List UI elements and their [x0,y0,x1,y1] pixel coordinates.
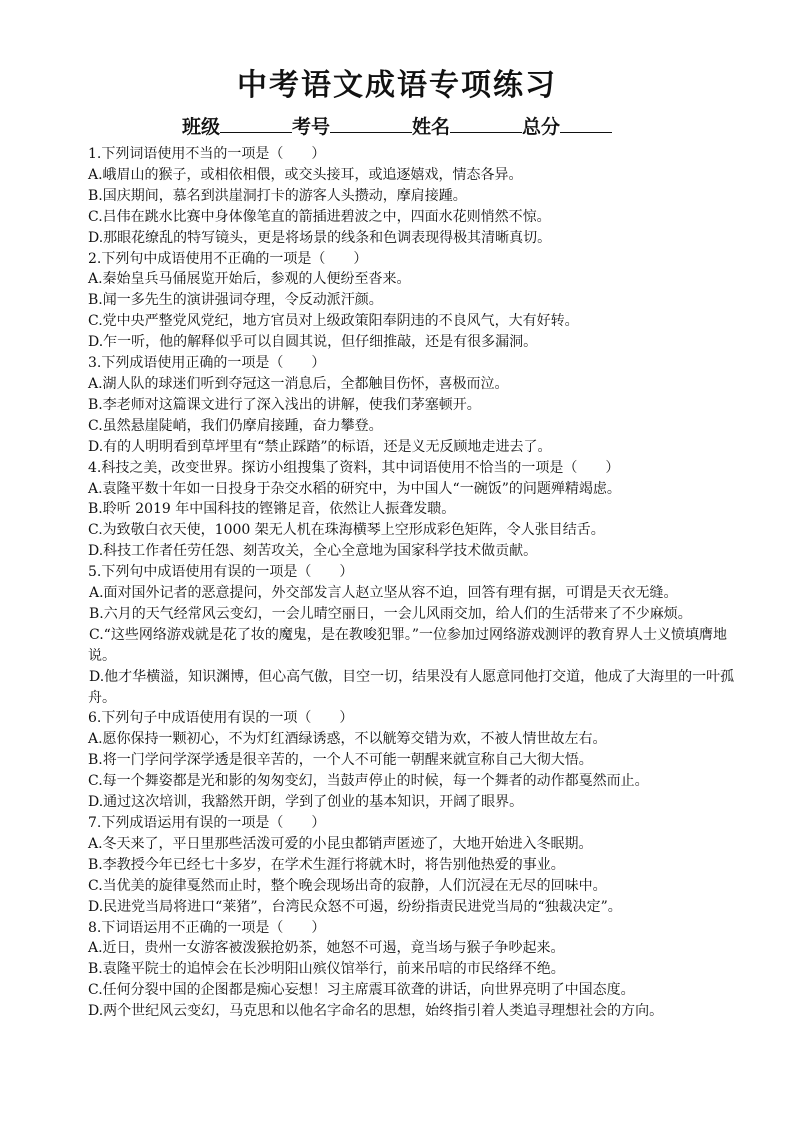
option: B.六月的天气经常风云变幻，一会儿晴空丽日，一会儿风雨交加，给人们的生活带来了不少麻烦。 [89,605,692,622]
question [88,144,738,249]
question-stem: 6.下列句子中成语使用有误的一项（ ） [88,710,354,727]
class-blank [220,114,292,133]
option: B.将一门学问学深学透是很辛苦的，一个人不可能一朝醒来就宣称自己大彻大悟。 [88,752,593,769]
question-stem: 2.下列句中成语使用不正确的一项是（ ） [88,250,368,267]
question [88,562,738,708]
option: A.湖人队的球迷们听到夺冠这一消息后，全都触目伤怀，喜极而泣。 [88,375,509,392]
question [88,458,738,563]
question [88,918,738,1023]
option: B.袁隆平院士的追悼会在长沙明阳山殡仪馆举行，前来吊唁的市民络绎不绝。 [88,961,565,978]
option: C.党中央严整党风党纪，地方官员对上级政策阳奉阴违的不良风气，大有好转。 [88,313,579,330]
question-stem: 5.下列句中成语使用有误的一项是（ ） [88,564,354,581]
page-title: 中考语文成语专项练习 [237,68,557,103]
question [88,813,738,918]
option: A.近日，贵州一女游客被泼猴抢奶茶，她怒不可遏，竟当场与猴子争吵起来。 [88,940,565,957]
question-stem: 1.下列词语使用不当的一项是（ ） [88,146,326,162]
option: B.李老师对这篇课文进行了深入浅出的讲解，使我们茅塞顿开。 [88,396,481,413]
question-stem: 4.科技之美，改变世界。探访小组搜集了资料，其中词语使用不恰当的一项是（ ） [88,459,620,476]
option: A.面对国外记者的恶意提问，外交部发言人赵立坚从容不迫，回答有理有据，可谓是天衣无缝。 [89,585,678,602]
student-info-line [0,112,794,139]
option: D.有的人明明看到草坪里有“禁止踩踏”的标语，还是义无反顾地走进去了。 [88,438,552,455]
option: D.那眼花缭乱的特写镜头，更是将场景的线条和色调表现得极其清晰真切。 [88,229,552,246]
name-blank [450,114,522,133]
option: D.民进党当局将进口“莱猪”，台湾民众怒不可遏，纷纷指责民进党当局的“独裁决定”。 [88,898,622,915]
option: A.冬天来了，平日里那些活泼可爱的小昆虫都销声匿迹了，大地开始进入冬眠期。 [88,835,593,852]
question-stem: 7.下列成语运用有误的一项是（ ） [88,815,326,831]
question-stem: 3.下列成语使用正确的一项是（ ） [88,355,326,372]
score-blank [560,114,612,133]
option: A.愿你保持一颗初心，不为灯红酒绿诱惑，不以觥筹交错为欢，不被人情世故左右。 [88,731,607,748]
option: B.国庆期间，慕名到洪崖洞打卡的游客人头攒动，摩肩接踵。 [88,187,467,204]
option: C.当优美的旋律戛然而止时，整个晚会现场出奇的寂静，人们沉浸在无尽的回味中。 [88,877,607,894]
option: D.两个世纪风云变幻，马克思和以他名字命名的思想，始终指引着人类追寻理想社会的方向。 [88,1003,664,1020]
exam-no-blank [330,114,412,133]
option: A.秦始皇兵马俑展览开始后，参观的人便纷至沓来。 [88,271,411,288]
exam-no-label: 考号 [291,116,330,138]
option: C.每一个舞姿都是光和影的匆匆变幻，当鼓声停止的时候，每一个舞者的动作都戛然而止。 [88,773,649,790]
question [88,249,738,354]
option: C.吕伟在跳水比赛中身体像笔直的箭插进碧波之中，四面水花则悄然不惊。 [88,208,551,225]
option: D.他才华横溢，知识渊博，但心高气傲，目空一切，结果没有人愿意同他打交道，他成了大海里的一叶孤舟。 [88,668,735,706]
option: B.闻一多先生的演讲强词夺理，令反动派汗颜。 [88,292,383,309]
option: B.李教授今年已经七十多岁，在学术生涯行将就木时，将告别他热爱的事业。 [88,856,565,873]
question-stem: 8.下词语运用不正确的一项是（ ） [88,919,326,936]
option: C.“这些网络游戏就是花了妆的魔鬼，是在教唆犯罪。”一位参加过网络游戏测评的教育界人士义愤填膺地说。 [88,626,727,664]
question-list [88,144,738,1022]
option: A.袁隆平数十年如一日投身于杂交水稻的研究中，为中国人“一碗饭”的问题殚精竭虑。 [88,480,621,497]
option: C.任何分裂中国的企图都是痴心妄想！习主席震耳欲聋的讲话，向世界亮明了中国态度。 [88,982,635,999]
class-label: 班级 [181,116,220,138]
name-label: 姓名 [412,116,451,138]
option: D.通过这次培训，我豁然开朗，学到了创业的基本知识，开阔了眼界。 [88,794,524,811]
question [88,353,738,458]
option: C.为致敬白衣天使，1000 架无人机在珠海横琴上空形成彩色矩阵，令人张目结舌。 [88,522,605,539]
option: B.聆听 2019 年中国科技的铿锵足音，依然让人振聋发聩。 [88,501,456,518]
score-label: 总分 [522,116,561,138]
option: D.乍一听，他的解释似乎可以自圆其说，但仔细推敲，还是有很多漏洞。 [88,334,538,351]
option: C.虽然悬崖陡峭，我们仍摩肩接踵，奋力攀登。 [88,417,383,434]
option: A.峨眉山的猴子，或相依相偎，或交头接耳，或追逐嬉戏，情态各异。 [88,166,523,183]
option: D.科技工作者任劳任怨、刻苦攻关，全心全意地为国家科学技术做贡献。 [88,543,538,560]
question [88,708,738,813]
